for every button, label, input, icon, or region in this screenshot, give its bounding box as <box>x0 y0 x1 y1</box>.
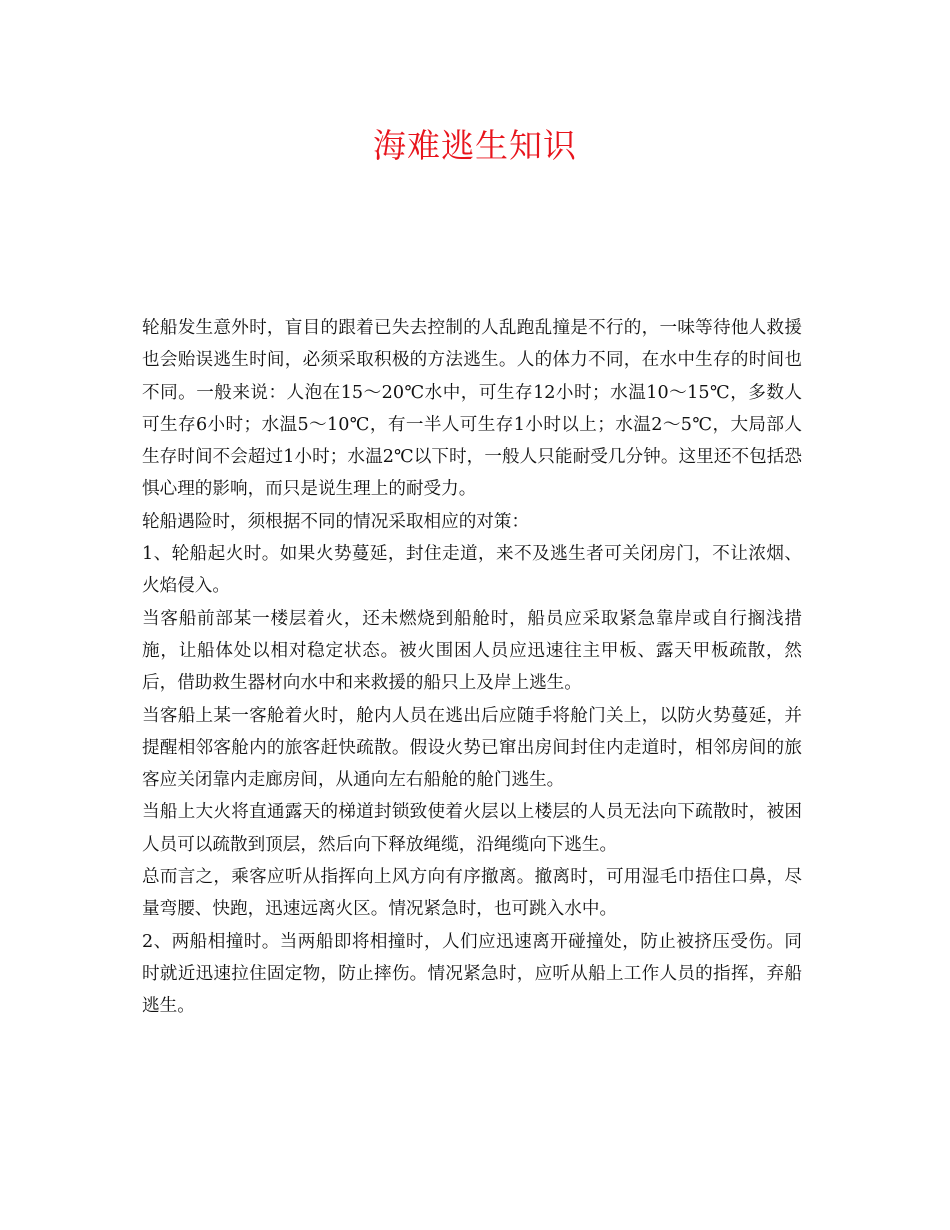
document-title: 海难逃生知识 <box>373 126 577 165</box>
paragraph-collision: 2、两船相撞时。当两船即将相撞时，人们应迅速离开碰撞处，防止被挤压受伤。同时就近迅速拉住固定物，防止摔伤。情况紧急时，应听从船上工作人员的指挥，弃船逃生。 <box>142 931 802 1017</box>
paragraph-fire-heading: 1、轮船起火时。如果火势蔓延，封住走道，来不及逃生者可关闭房门，不让浓烟、火焰侵入。 <box>142 544 802 597</box>
document-body <box>142 312 802 1023</box>
paragraph-stairway-blocked: 当船上大火将直通露天的梯道封锁致使着火层以上楼层的人员无法向下疏散时，被困人员可以疏散到顶层，然后向下释放绳缆，沿绳缆向下逃生。 <box>142 802 802 855</box>
paragraph-cabin-fire: 当客船上某一客舱着火时，舱内人员在逃出后应随手将舱门关上，以防火势蔓延，并提醒相邻客舱内的旅客赶快疏散。假设火势已窜出房间封住内走道时，相邻房间的旅客应关闭靠内走廊房间，从通向左右船舱的舱门逃生。 <box>142 705 802 791</box>
paragraph-intro: 轮船发生意外时，盲目的跟着已失去控制的人乱跑乱撞是不行的，一味等待他人救援也会贻误逃生时间，必须采取积极的方法逃生。人的体力不同，在水中生存的时间也不同。一般来说：人泡在15～20℃水中，可生存12小时；水温10～15℃，多数人可生存6小时；水温5～10℃，有一半人可生存1小时以上；水温2～5℃，大局部人生存时间不会超过1小时；水温2℃以下时，一般人只能耐受几分钟。这里还不包括恐惧心理的影响，而只是说生理上的耐受力。 <box>142 318 802 500</box>
paragraph-front-floor-fire: 当客船前部某一楼层着火，还未燃烧到船舱时，船员应采取紧急靠岸或自行搁浅措施，让船体处以相对稳定状态。被火围困人员应迅速往主甲板、露天甲板疏散，然后，借助救生器材向水中和来救援的船只上及岸上逃生。 <box>142 608 802 694</box>
paragraph-measures-intro: 轮船遇险时，须根据不同的情况采取相应的对策： <box>142 511 530 532</box>
paragraph-summary: 总而言之，乘客应听从指挥向上风方向有序撤离。撤离时，可用湿毛巾捂住口鼻，尽量弯腰、快跑，迅速远离火区。情况紧急时，也可跳入水中。 <box>142 867 802 920</box>
